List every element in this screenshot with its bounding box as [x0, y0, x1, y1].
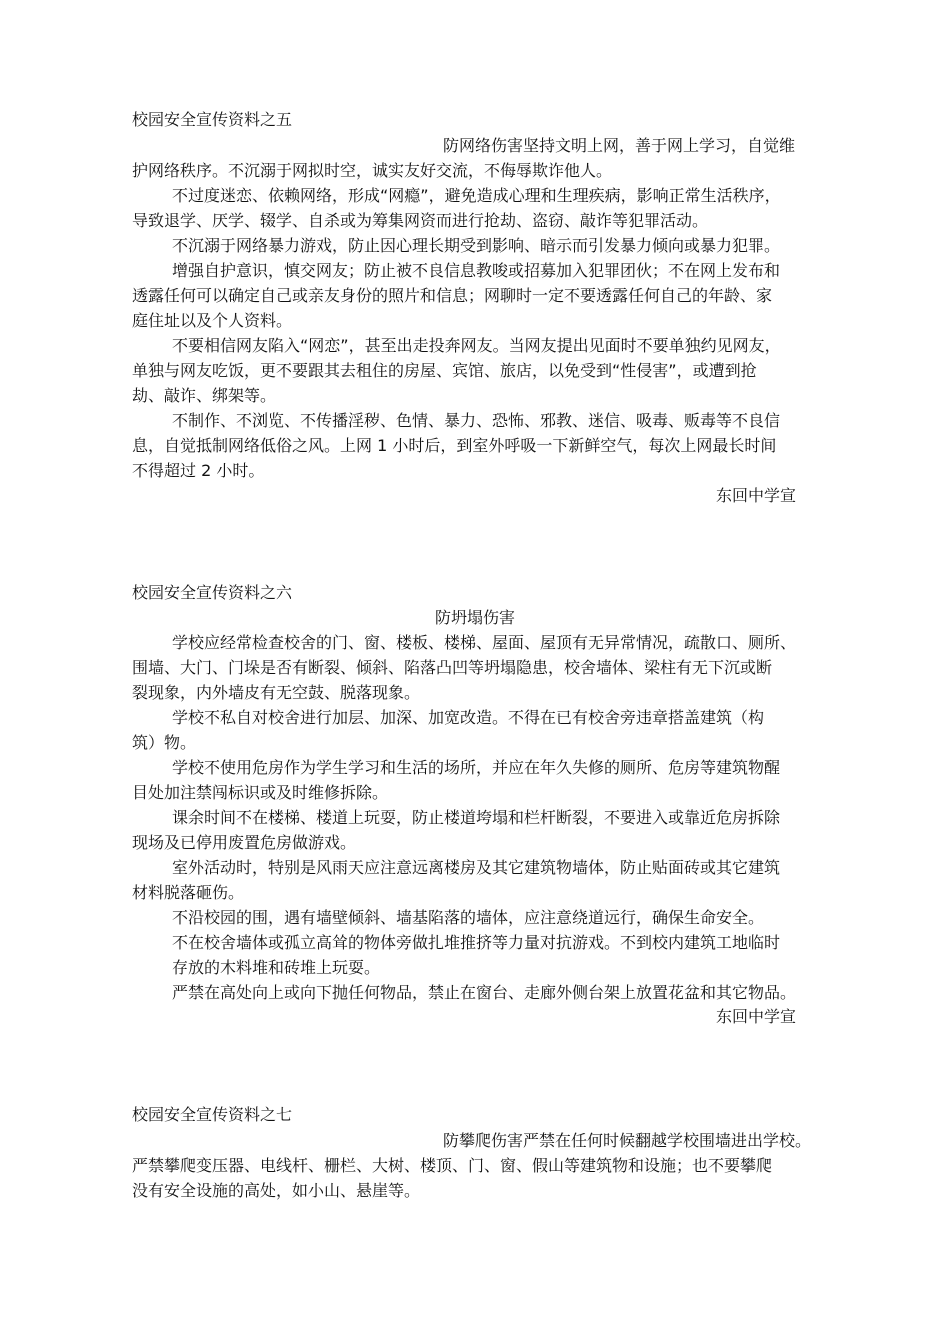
section-line: 学校应经常检查校舍的门、窗、楼板、楼梯、屋面、屋顶有无异常情况，疏散口、厕所、: [172, 633, 797, 652]
section-title: 校园安全宣传资料之五: [132, 110, 293, 129]
section-line: 劫、敲诈、绑架等。: [132, 386, 277, 405]
section-subtitle: 防坍塌伤害: [434, 608, 515, 627]
section-line: 室外活动时，特别是风雨天应注意远离楼房及其它建筑物墙体，防止贴面砖或其它建筑: [172, 858, 781, 877]
section-line: 学校不私自对校舍进行加层、加深、加宽改造。不得在已有校舍旁违章搭盖建筑（构: [172, 708, 765, 727]
section-line: 不得超过 2 小时。: [132, 461, 265, 480]
section-line: 材料脱落砸伤。: [132, 883, 245, 902]
section-line: 围墙、大门、门垛是否有断裂、倾斜、陷落凸凹等坍塌隐患，校舍墙体、梁柱有无下沉或断: [132, 658, 773, 677]
section-line: 课余时间不在楼梯、楼道上玩耍，防止楼道垮塌和栏杆断裂，不要进入或靠近危房拆除: [172, 808, 781, 827]
section-line: 息，自觉抵制网络低俗之风。上网 1 小时后，到室外呼吸一下新鲜空气，每次上网最长时间: [132, 436, 777, 455]
signature: 东回中学宣: [716, 486, 797, 505]
section-title: 校园安全宣传资料之六: [132, 583, 293, 602]
section-line: 存放的木料堆和砖堆上玩耍。: [172, 958, 381, 977]
signature: 东回中学宣: [716, 1007, 797, 1026]
section-line: 单独与网友吃饭，更不要跟其去租住的房屋、宾馆、旅店，以免受到“性侵害”，或遭到抢: [132, 361, 757, 380]
section-line: 裂现象，内外墙皮有无空鼓、脱落现象。: [132, 683, 421, 702]
section-line: 增强自护意识，慎交网友；防止被不良信息教唆或招募加入犯罪团伙；不在网上发布和: [172, 261, 781, 280]
section-line: 透露任何可以确定自己或亲友身份的照片和信息；网聊时一定不要透露任何自己的年龄、家: [132, 286, 773, 305]
section-line: 现场及已停用废置危房做游戏。: [132, 833, 357, 852]
section-line: 不要相信网友陷入“网恋”，甚至出走投奔网友。当网友提出见面时不要单独约见网友，: [172, 336, 781, 355]
section-line: 防攀爬伤害严禁在任何时候翻越学校围墙进出学校。: [443, 1131, 812, 1150]
section-line: 目处加注禁闯标识或及时维修拆除。: [132, 783, 389, 802]
section-line: 没有安全设施的高处，如小山、悬崖等。: [132, 1181, 421, 1200]
section-title: 校园安全宣传资料之七: [132, 1105, 293, 1124]
section-line: 导致退学、厌学、辍学、自杀或为筹集网资而进行抢劫、盗窃、敲诈等犯罪活动。: [132, 211, 709, 230]
section-line: 不过度迷恋、依赖网络，形成“网瘾”，避免造成心理和生理疾病，影响正常生活秩序，: [172, 186, 781, 205]
section-line: 庭住址以及个人资料。: [132, 311, 293, 330]
section-line: 筑）物。: [132, 733, 197, 752]
section-line: 不沉溺于网络暴力游戏，防止因心理长期受到影响、暗示而引发暴力倾向或暴力犯罪。: [172, 236, 781, 255]
section-line: 护网络秩序。不沉溺于网拟时空，诚实友好交流，不侮辱欺诈他人。: [132, 161, 613, 180]
section-line: 不沿校园的围，遇有墙壁倾斜、墙基陷落的墙体，应注意绕道远行，确保生命安全。: [172, 908, 765, 927]
section-line: 不制作、不浏览、不传播淫秽、色情、暴力、恐怖、邪教、迷信、吸毒、贩毒等不良信: [172, 411, 781, 430]
section-line: 不在校舍墙体或孤立高耸的物体旁做扎堆推挤等力量对抗游戏。不到校内建筑工地临时: [172, 933, 781, 952]
section-line: 严禁攀爬变压器、电线杆、栅栏、大树、楼顶、门、窗、假山等建筑物和设施；也不要攀爬: [132, 1156, 773, 1175]
section-line: 学校不使用危房作为学生学习和生活的场所，并应在年久失修的厕所、危房等建筑物醒: [172, 758, 781, 777]
section-line: 严禁在高处向上或向下抛任何物品，禁止在窗台、走廊外侧台架上放置花盆和其它物品。: [172, 983, 797, 1002]
section-line: 防网络伤害坚持文明上网，善于网上学习，自觉维: [443, 136, 796, 155]
